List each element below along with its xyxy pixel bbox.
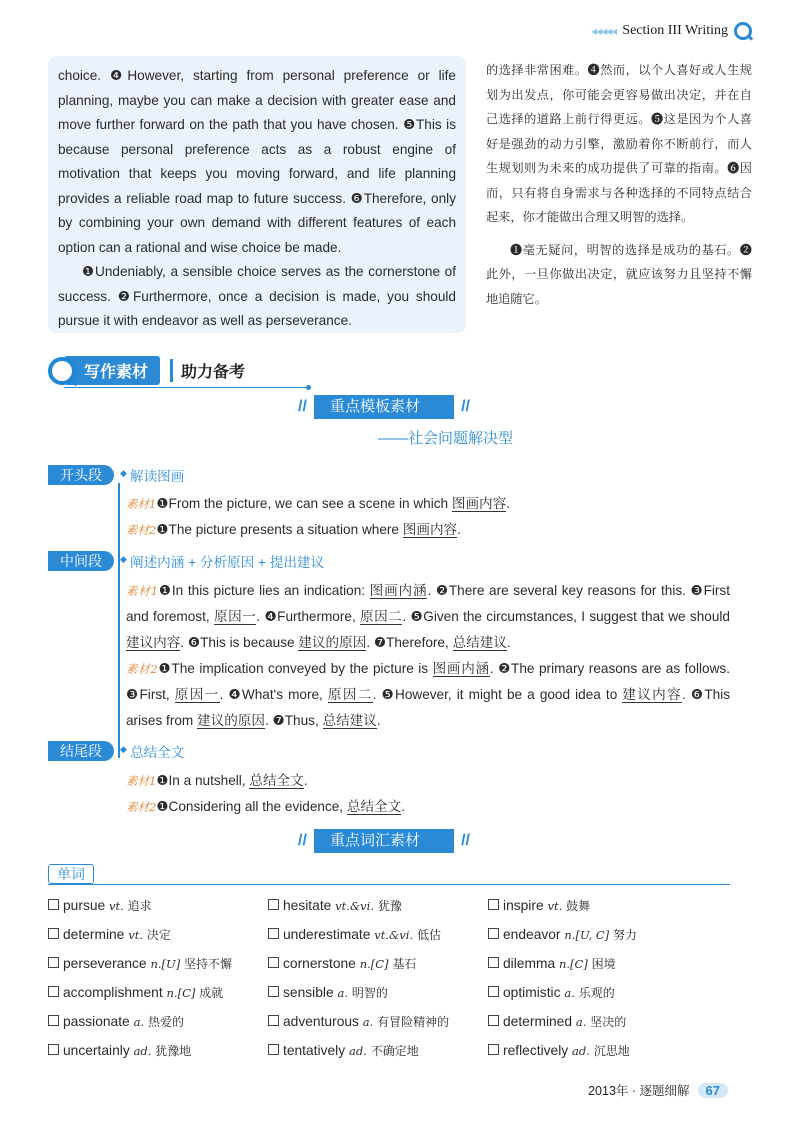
opening-material-1: 素材1❶From the picture, we can see a scene in which 图画内容. xyxy=(126,496,511,511)
opening-desc: ◆ 解读图画 xyxy=(130,465,184,485)
checkbox-icon xyxy=(48,899,59,910)
material-label: 素材2 xyxy=(126,523,157,537)
running-header xyxy=(591,22,752,40)
vocab-pos: ad. xyxy=(572,1044,590,1058)
vocab-meaning: 犹豫 xyxy=(377,899,402,913)
vocab-banner: // 重点词汇素材 // xyxy=(314,829,454,853)
vocab-divider xyxy=(48,884,730,885)
blank: 建议内容 xyxy=(126,635,181,650)
search-q-icon xyxy=(734,22,752,40)
checkbox-icon xyxy=(48,986,59,997)
vocab-item xyxy=(268,1011,488,1033)
vocab-pos: ad. xyxy=(348,1044,367,1058)
vocab-word: accomplishment xyxy=(63,985,163,1000)
essay-paragraph-1: choice. ❹However, starting from personal preference or life planning, maybe you can make a decision with greater ease and move further forward on the path that you have chosen. ❺This is because personal preference acts as a robust engine of motivation that keeps you moving forward, and life planning provides a reliable road map to future success. ❻Therefore, only by combining your own demand with different features of each option can a rational and wise choice be made. xyxy=(58,68,456,255)
checkbox-icon xyxy=(48,1015,59,1026)
tag-opening: 开头段 xyxy=(48,465,114,485)
checkbox-icon xyxy=(268,1015,279,1026)
blank: 原因一 xyxy=(174,687,220,702)
vocab-pos: n.[U] xyxy=(150,957,181,971)
tag-ending: 结尾段 xyxy=(48,741,114,761)
page-footer xyxy=(588,1081,728,1099)
vocab-word: cornerstone xyxy=(283,956,356,971)
vocab-item xyxy=(48,953,268,975)
material-label: 素材2 xyxy=(126,662,158,676)
material-label: 素材1 xyxy=(126,774,157,788)
vocab-word: endeavor xyxy=(503,927,561,942)
vocab-word: determine xyxy=(63,927,125,942)
blank: 原因二 xyxy=(327,687,373,702)
vocab-pos: vt.&vi. xyxy=(335,899,375,913)
vocab-word: pursue xyxy=(63,898,106,913)
vocab-word: optimistic xyxy=(503,985,561,1000)
section-underline xyxy=(64,387,308,388)
vocab-meaning: 有冒险精神的 xyxy=(377,1015,450,1029)
vocab-item xyxy=(268,1040,488,1062)
template-banner: // 重点模板素材 // xyxy=(314,395,454,419)
page-number: 67 xyxy=(698,1083,728,1098)
vocab-meaning: 坚决的 xyxy=(590,1015,627,1029)
vocab-word: perseverance xyxy=(63,956,147,971)
blank: 建议的原因 xyxy=(298,635,367,650)
vocab-word: inspire xyxy=(503,898,544,913)
translation-paragraph-2: ❶毫无疑问，明智的选择是成功的基石。❷此外，一旦你做出决定，就应该努力且坚持不懈地追随它。 xyxy=(486,242,752,306)
vocab-pos: a. xyxy=(575,1015,587,1029)
vocab-item xyxy=(48,895,268,917)
material-label: 素材2 xyxy=(126,800,157,814)
essay-translation xyxy=(486,58,752,311)
vocab-meaning: 犹豫地 xyxy=(155,1044,192,1058)
vocab-word: dilemma xyxy=(503,956,556,971)
section-heading xyxy=(48,356,245,385)
blank: 总结全文 xyxy=(346,799,402,814)
blank: 总结全文 xyxy=(249,773,304,788)
vocab-word: determined xyxy=(503,1014,573,1029)
blank: 原因一 xyxy=(213,609,257,624)
ending-desc: ◆ 总结全文 xyxy=(130,741,184,761)
opening-material-2: 素材2❶The picture presents a situation where 图画内容. xyxy=(126,522,461,537)
blank: 总结建议 xyxy=(322,713,377,728)
checkbox-icon xyxy=(48,1044,59,1055)
vocab-pos: vt. xyxy=(128,928,143,942)
timeline-line xyxy=(118,483,120,758)
blank: 建议内容 xyxy=(622,687,682,702)
vocab-meaning: 不确定地 xyxy=(370,1044,419,1058)
blank: 总结建议 xyxy=(452,635,507,650)
vocab-word: hesitate xyxy=(283,898,332,913)
vocab-item xyxy=(268,982,488,1004)
checkbox-icon xyxy=(268,899,279,910)
checkbox-icon xyxy=(488,928,499,939)
essay-english xyxy=(48,56,466,333)
vocab-pos: a. xyxy=(337,986,348,1000)
checkbox-icon xyxy=(488,957,499,968)
vocab-item xyxy=(488,982,708,1004)
vocab-word: adventurous xyxy=(283,1014,359,1029)
section-title: 写作素材 xyxy=(64,356,160,385)
blank: 图画内容 xyxy=(451,496,507,511)
vocab-item xyxy=(48,982,268,1004)
material-label: 素材1 xyxy=(126,497,157,511)
footer-label: 2013年 · 逐题细解 xyxy=(588,1084,690,1098)
blank: 图画内涵 xyxy=(369,583,428,598)
vocab-item xyxy=(488,1011,708,1033)
vocab-pos: n.[U, C] xyxy=(564,928,610,942)
vocab-pos: vt. xyxy=(547,899,563,913)
checkbox-icon xyxy=(48,957,59,968)
middle-desc: ◆ 阐述内涵 + 分析原因 + 提出建议 xyxy=(130,551,324,571)
vocab-pos: n.[C] xyxy=(166,986,196,1000)
header-title: Section III Writing xyxy=(622,23,728,38)
checkbox-icon xyxy=(268,928,279,939)
vocab-word: sensible xyxy=(283,985,334,1000)
vocab-meaning: 乐观的 xyxy=(578,986,615,1000)
vocab-item xyxy=(268,953,488,975)
vocab-pos: a. xyxy=(564,986,575,1000)
vocab-word: underestimate xyxy=(283,927,371,942)
vocab-meaning: 鼓舞 xyxy=(566,899,591,913)
vocab-meaning: 明智的 xyxy=(351,986,388,1000)
vocab-meaning: 努力 xyxy=(613,928,638,942)
checkbox-icon xyxy=(488,986,499,997)
blank: 图画内涵 xyxy=(432,661,490,676)
vocab-pos: a. xyxy=(362,1015,374,1029)
vocab-item xyxy=(488,895,708,917)
middle-material-1: 素材1❶In this picture lies an indication: 图画内涵. ❷There are several key reasons for this. ❸First and foremost, 原因一. ❹Furthermore, 原因二. ❺Given the circumstances, I suggest that we should 建议内容. ❻This is because 建议的原因. ❼Therefore, 总结建议. xyxy=(126,583,730,650)
material-label: 素材1 xyxy=(126,584,159,598)
checkbox-icon xyxy=(48,928,59,939)
vocab-label: 单词 xyxy=(48,864,94,884)
vocab-meaning: 低估 xyxy=(416,928,441,942)
vocab-pos: n.[C] xyxy=(359,957,389,971)
blank: 图画内容 xyxy=(402,522,458,537)
tag-middle: 中间段 xyxy=(48,551,114,571)
vocab-item xyxy=(48,1011,268,1033)
vocab-pos: a. xyxy=(133,1015,145,1029)
vocab-meaning: 基石 xyxy=(392,957,417,971)
vocab-item xyxy=(48,1040,268,1062)
magnifier-icon xyxy=(48,357,76,385)
vocab-meaning: 热爱的 xyxy=(147,1015,184,1029)
vocab-pos: n.[C] xyxy=(558,957,588,971)
middle-material-2: 素材2❶The implication conveyed by the picture is 图画内涵. ❷The primary reasons are as follows. ❸First, 原因一. ❹What's more, 原因二. ❺However, it might be a good idea to 建议内容. ❻This arises from 建议的原因. ❼Thus, 总结建议. xyxy=(126,661,731,728)
vocab-word: uncertainly xyxy=(63,1043,130,1058)
vocab-word: reflectively xyxy=(503,1043,569,1058)
vocab-meaning: 成就 xyxy=(199,986,224,1000)
blank: 建议的原因 xyxy=(197,713,265,728)
arrows-icon: ◂◂◂◂◂ xyxy=(591,23,617,38)
checkbox-icon xyxy=(488,1015,499,1026)
ending-material-2: 素材2❶Considering all the evidence, 总结全文. xyxy=(126,799,406,814)
section-underline-dot xyxy=(306,385,311,390)
vocab-pos: ad. xyxy=(133,1044,152,1058)
vocab-pos: vt. xyxy=(109,899,124,913)
vocab-meaning: 困境 xyxy=(591,957,616,971)
vocab-item xyxy=(488,1040,708,1062)
translation-paragraph-1: 的选择非常困难。❹然而，以个人喜好或人生规划为出发点，你可能会更容易做出决定，并在自己选择的道路上前行得更远。❺这是因为个人喜好是强劲的动力引擎，激励着你不断前行，而人生规划则为未来的成功提供了可靠的指南。❻因而，只有将自身需求与各种选择的不同特点结合起来，你才能做出合理又明智的选择。 xyxy=(486,63,752,224)
vocab-word: tentatively xyxy=(283,1043,346,1058)
vocab-item xyxy=(48,924,268,946)
vocab-word: passionate xyxy=(63,1014,130,1029)
checkbox-icon xyxy=(268,957,279,968)
vocab-meaning: 决定 xyxy=(146,928,171,942)
checkbox-icon xyxy=(488,899,499,910)
vocab-meaning: 追求 xyxy=(127,899,152,913)
vocab-item xyxy=(268,924,488,946)
vocab-pos: vt.&vi. xyxy=(374,928,414,942)
vocab-item xyxy=(488,924,708,946)
ending-material-1: 素材1❶In a nutshell, 总结全文. xyxy=(126,773,308,788)
vocab-meaning: 坚持不懈 xyxy=(184,957,233,971)
essay-paragraph-2: ❶Undeniably, a sensible choice serves as the cornerstone of success. ❷Furthermore, once a decision is made, you should pursue it with endeavor as well as perseverance. xyxy=(58,264,456,328)
blank: 原因二 xyxy=(360,609,403,624)
checkbox-icon xyxy=(268,1044,279,1055)
vocab-item xyxy=(268,895,488,917)
template-subtitle: ——社会问题解决型 xyxy=(378,430,514,447)
vocab-grid xyxy=(48,895,738,1062)
vocab-meaning: 沉思地 xyxy=(593,1044,630,1058)
checkbox-icon xyxy=(268,986,279,997)
section-subtitle: 助力备考 xyxy=(170,359,245,382)
vocab-item xyxy=(488,953,708,975)
checkbox-icon xyxy=(488,1044,499,1055)
